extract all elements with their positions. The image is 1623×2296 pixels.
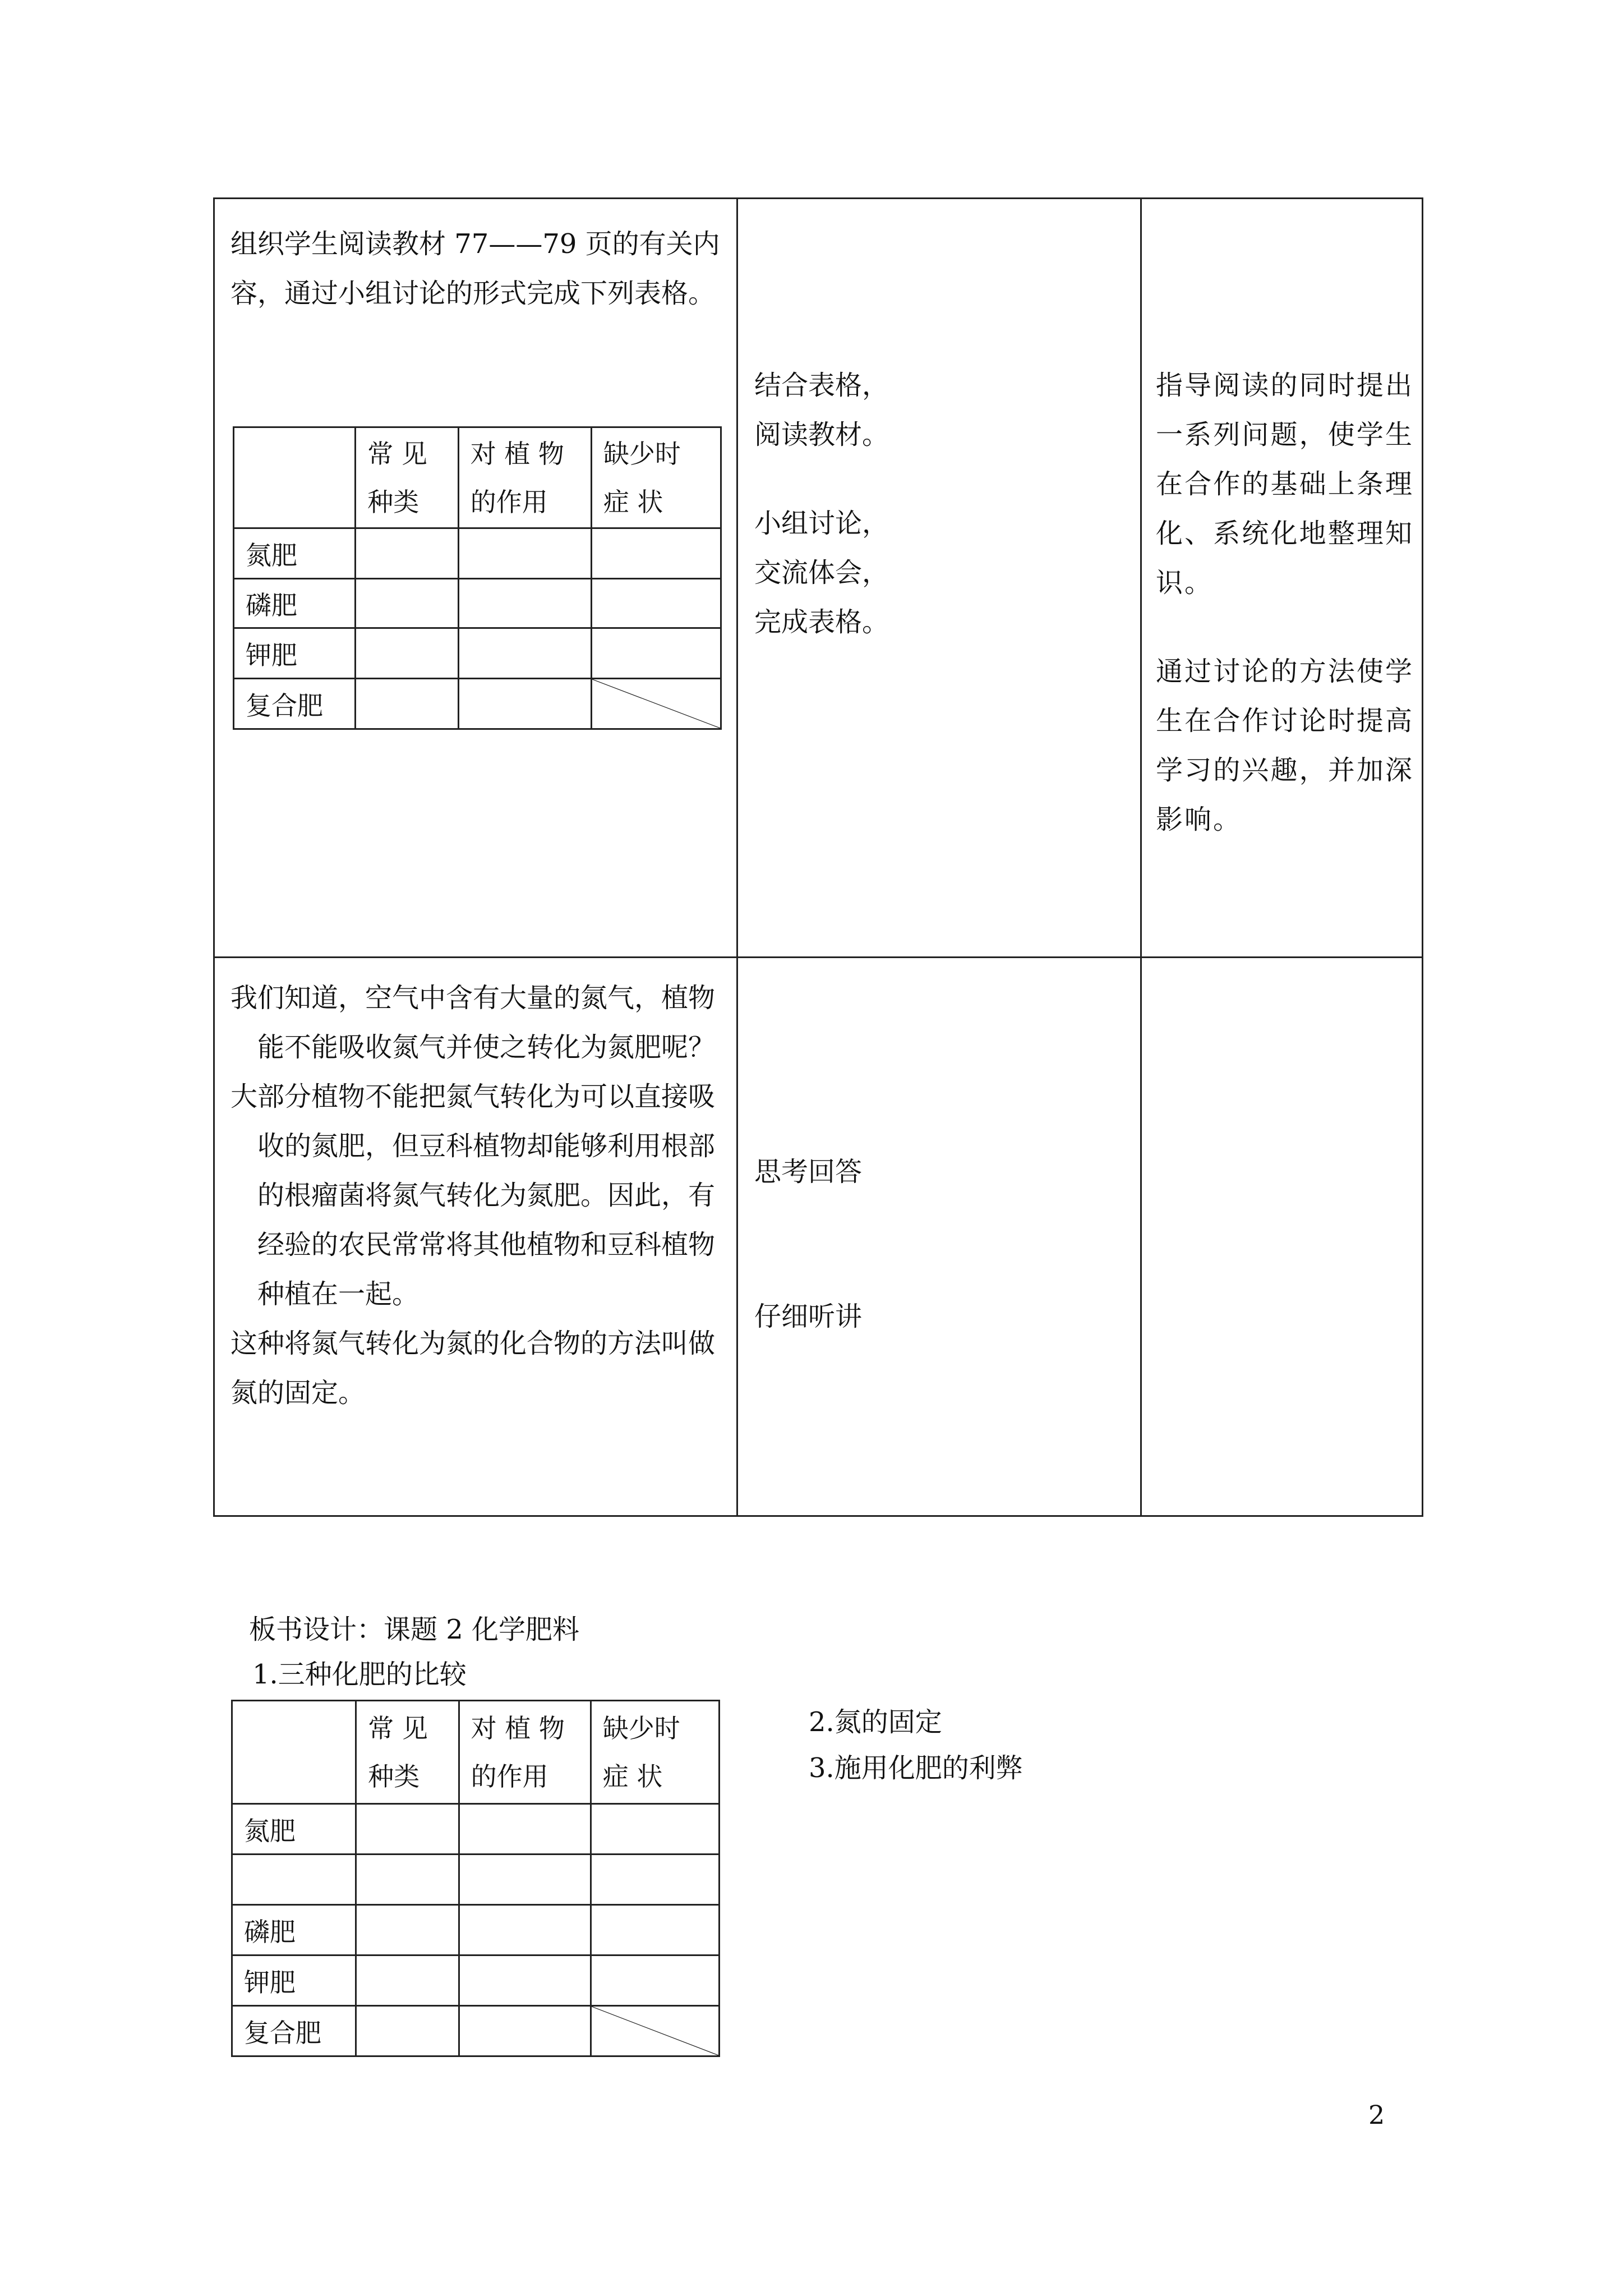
student-activity-row1: 结合表格， 阅读教材。 小组讨论， 交流体会， 完成表格。 bbox=[754, 370, 889, 638]
table-row bbox=[234, 628, 721, 679]
header-common-types: 常 见 种类 bbox=[356, 1701, 459, 1804]
row-label-compound: 复合肥 bbox=[232, 2006, 356, 2056]
column-divider bbox=[736, 199, 738, 1515]
row-label-potassium: 钾肥 bbox=[232, 1955, 356, 2006]
board-item-3: 3.施用化肥的利弊 bbox=[809, 1752, 1023, 1784]
table-header-blank bbox=[232, 1701, 356, 1804]
row-label-empty bbox=[232, 1855, 356, 1905]
lesson-table bbox=[213, 197, 1423, 1517]
diagonal-cell bbox=[591, 679, 721, 729]
table-row bbox=[232, 1955, 720, 2006]
board-fertilizer-table bbox=[231, 1700, 720, 2057]
row-divider bbox=[215, 956, 1422, 958]
row-label-potassium: 钾肥 bbox=[234, 628, 356, 679]
board-item-1: 1.三种化肥的比较 bbox=[252, 1659, 467, 1690]
fertilizer-table bbox=[233, 426, 722, 730]
column-divider bbox=[1140, 199, 1142, 1515]
teacher-activity-row1 bbox=[230, 219, 724, 318]
teacher-activity-text: 组织学生阅读教材 77——79 页的有关内容，通过小组讨论的形式完成下列表格。 bbox=[230, 228, 720, 309]
design-intent-row1: 指导阅读的同时提出一系列问题，使学生在合作的基础上条理化、系统化地整理知识。 通过讨论的方法使学生在合作讨论时提高学习的兴趣，并加深影响。 bbox=[1156, 370, 1414, 835]
table-row bbox=[234, 579, 721, 628]
row-label-phosphorus: 磷肥 bbox=[234, 579, 356, 628]
student-activity-row2: 思考回答 仔细听讲 bbox=[754, 1156, 863, 1332]
page-number: 2 bbox=[1368, 2100, 1385, 2130]
row-label-nitrogen: 氮肥 bbox=[234, 528, 356, 579]
table-row bbox=[232, 2006, 720, 2056]
row-label-nitrogen: 氮肥 bbox=[232, 1804, 356, 1855]
header-deficiency-symptoms: 缺少时 症 状 bbox=[591, 1701, 719, 1804]
board-design-title: 板书设计：课题 2 化学肥料 bbox=[249, 1614, 580, 1645]
diagonal-cell bbox=[591, 2006, 719, 2056]
header-effect-on-plants: 对 植 物 的作用 bbox=[458, 427, 591, 528]
table-row bbox=[232, 1804, 720, 1855]
teacher-activity-row2: 我们知道，空气中含有大量的氮气，植物能不能吸收氮气并使之转化为氮肥呢？ 大部分植物不能把氮气转化为可以直接吸收的氮肥，但豆科植物却能够利用根部的根瘤菌将氮气转化为氮肥。因此，有经验的农民常常将其他植物和豆科植物种植在一起。 这种将氮气转化为氮的化合物的方法叫做氮的固定。 bbox=[230, 982, 716, 1409]
header-effect-on-plants: 对 植 物 的作用 bbox=[459, 1701, 591, 1804]
board-item-2: 2.氮的固定 bbox=[809, 1706, 942, 1738]
header-deficiency-symptoms: 缺少时 症 状 bbox=[591, 427, 721, 528]
table-row bbox=[234, 528, 721, 579]
table-row bbox=[232, 1855, 720, 1905]
header-common-types: 常 见 种类 bbox=[356, 427, 458, 528]
table-row bbox=[232, 1905, 720, 1955]
row-label-phosphorus: 磷肥 bbox=[232, 1905, 356, 1955]
row-label-compound: 复合肥 bbox=[234, 679, 356, 729]
table-header-blank bbox=[234, 427, 356, 528]
table-row bbox=[234, 679, 721, 729]
